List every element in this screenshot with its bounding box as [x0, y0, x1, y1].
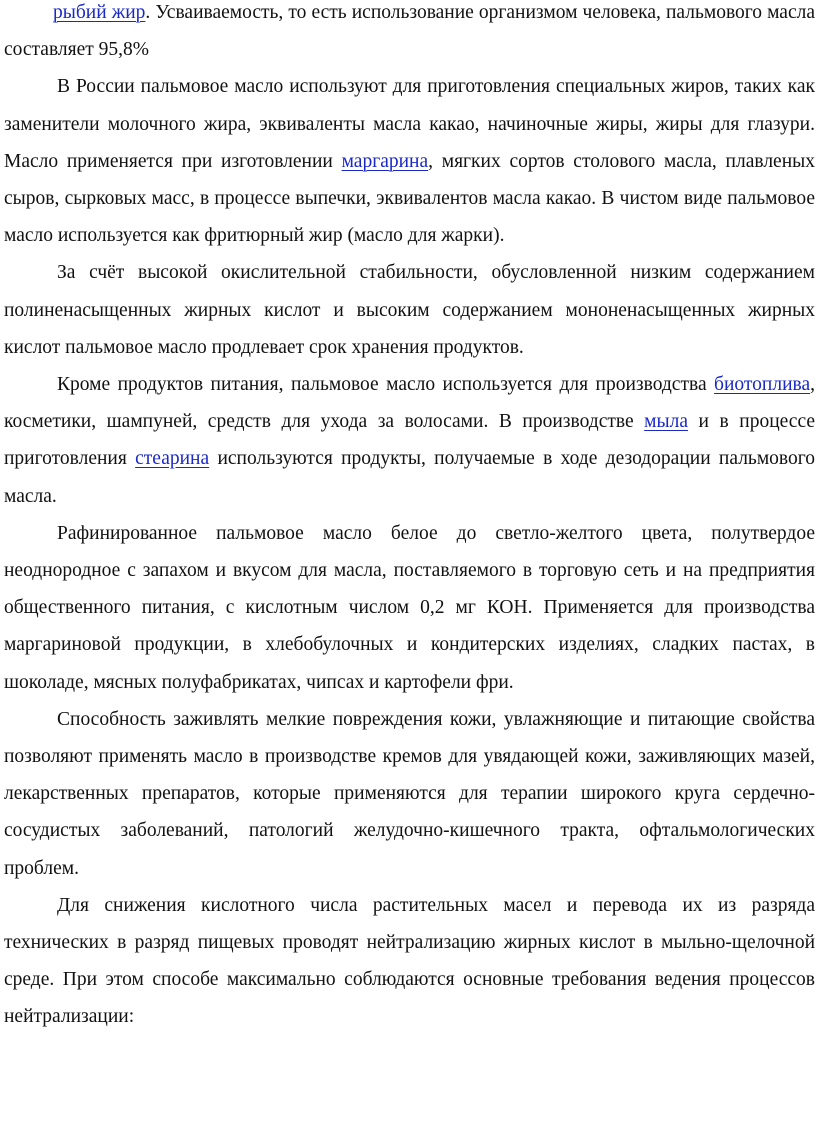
paragraph-text: , мягких сортов столового масла, плавленых сыров, сырковых масс, в процессе выпечки, эквивалентов масла какао. В чистом виде пальмовое масло используется как фритюрный жир (масло для жарки).: [4, 150, 815, 247]
paragraph-neutralization: [4, 887, 815, 1036]
paragraph-fish-oil: [4, 0, 815, 68]
paragraph-text: . Усваиваемость, то есть использование организмом человека, пальмового масла составляет 95,8%: [4, 2, 816, 61]
paragraph-text: Кроме продуктов питания, пальмовое масло используется для производства: [57, 374, 715, 396]
link-soap[interactable]: мыла: [644, 411, 688, 433]
link-fish-oil[interactable]: рыбий жир: [53, 2, 146, 23]
paragraph-text: Рафинированное пальмовое масло белое до светло-желтого цвета, полутвердое неоднородное с запахом и вкусом для масла, поставляемого в торговую сеть и на предприятия общественного питания, с кислотным числом 0,2 мг КОН. Применяется для производства маргариновой продукции, в хлебобулочных и кондитерских изделиях, сладких пастах, в шоколаде, мясных полуфабрикатах, чипсах и картофели фри.: [4, 522, 815, 693]
paragraph-non-food-uses: [4, 366, 815, 515]
paragraph-text: Способность заживлять мелкие повреждения кожи, увлажняющие и питающие свойства позволяют применять масло в производстве кремов для увядающей кожи, заживляющих мазей, лекарственных препаратов, которые применяются для терапии широкого круга сердечно-сосудистых заболеваний, патологий желудочно-кишечного тракта, офтальмологических проблем.: [4, 708, 815, 879]
link-stearin[interactable]: стеарина: [135, 448, 210, 470]
paragraph-refined-oil: [4, 515, 815, 701]
paragraph-text: Для снижения кислотного числа растительных масел и перевода их из разряда технических в разряд пищевых проводят нейтрализацию жирных кислот в мыльно-щелочной среде. При этом способе максимально соблюдаются основные требования ведения процессов нейтрализации:: [4, 894, 815, 1028]
paragraph-russia-usage: [4, 68, 815, 254]
paragraph-text: В России пальмовое масло используют для приготовления специальных жиров, таких как заменители молочного жира, эквиваленты масла какао, начиночные жиры, жиры для глазури. Масло применяется при изготовлении: [4, 76, 815, 172]
link-biofuel[interactable]: биотоплива: [714, 374, 811, 396]
link-margarine[interactable]: маргарина: [341, 150, 429, 172]
paragraph-text: , косметики, шампуней, средств для ухода за волосами. В производстве: [4, 374, 815, 433]
paragraph-text: и в процессе приготовления: [4, 411, 815, 470]
paragraph-text: За счёт высокой окислительной стабильности, обусловленной низким содержанием полиненасыщенных жирных кислот и высоким содержанием мононенасыщенных жирных кислот пальмовое масло продлевает срок хранения продуктов.: [4, 262, 815, 358]
paragraph-skin-healing: [4, 701, 815, 887]
paragraph-text: используются продукты, получаемые в ходе дезодорации пальмового масла.: [4, 448, 815, 507]
paragraph-oxidative-stability: [4, 254, 815, 366]
document-page: [4, 0, 815, 1036]
